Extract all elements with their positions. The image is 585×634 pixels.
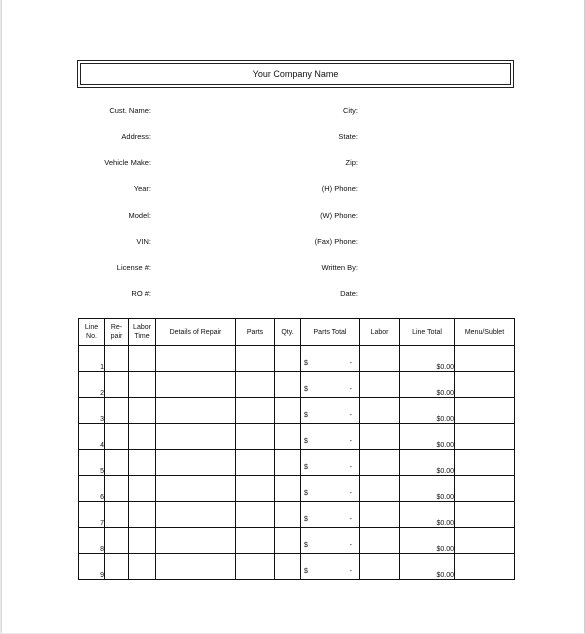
label-year: Year:: [133, 184, 151, 193]
label-date: Date:: [340, 289, 358, 298]
cell-labor-time[interactable]: [129, 450, 156, 476]
cell-labor-time[interactable]: [129, 476, 156, 502]
cell-parts-total: [301, 554, 360, 580]
cell-line-total: $0.00: [400, 398, 455, 424]
cell-parts-total: [301, 502, 360, 528]
cell-parts-total: [301, 476, 360, 502]
parts-total-value: -: [349, 490, 352, 497]
cell-repair[interactable]: [105, 554, 129, 580]
cell-menu-sublet[interactable]: [455, 554, 515, 580]
cell-repair[interactable]: [105, 476, 129, 502]
table-row: [79, 502, 515, 528]
cell-labor-time[interactable]: [129, 502, 156, 528]
label-zip: Zip:: [345, 158, 358, 167]
currency-symbol: $: [304, 412, 308, 419]
parts-total-value: -: [349, 568, 352, 575]
cell-line-total: $0.00: [400, 450, 455, 476]
cell-line-no: 1: [79, 346, 105, 372]
label-state: State:: [338, 132, 358, 141]
cell-line-no: 7: [79, 502, 105, 528]
parts-total-value: -: [349, 360, 352, 367]
header-repair: Re- pair: [105, 319, 129, 346]
cell-details[interactable]: [156, 346, 236, 372]
table-row: [79, 398, 515, 424]
cell-repair[interactable]: [105, 372, 129, 398]
cell-labor[interactable]: [360, 554, 400, 580]
cell-labor-time[interactable]: [129, 346, 156, 372]
cell-qty[interactable]: [275, 346, 301, 372]
label-model: Model:: [128, 211, 151, 220]
table-row: [79, 476, 515, 502]
table-row: [79, 450, 515, 476]
cell-parts-total: [301, 372, 360, 398]
cell-line-total: $0.00: [400, 476, 455, 502]
cell-line-no: 3: [79, 398, 105, 424]
cell-parts[interactable]: [236, 346, 275, 372]
cell-line-no: 5: [79, 450, 105, 476]
cell-line-total: $0.00: [400, 424, 455, 450]
header-parts-total: Parts Total: [301, 319, 360, 346]
cell-labor-time[interactable]: [129, 554, 156, 580]
cell-qty[interactable]: [275, 502, 301, 528]
parts-total-value: -: [349, 516, 352, 523]
cell-qty[interactable]: [275, 554, 301, 580]
repair-table: [78, 318, 515, 580]
cell-labor-time[interactable]: [129, 398, 156, 424]
cell-details[interactable]: [156, 502, 236, 528]
cell-parts[interactable]: [236, 554, 275, 580]
cell-details[interactable]: [156, 554, 236, 580]
cell-details[interactable]: [156, 476, 236, 502]
cell-labor[interactable]: [360, 502, 400, 528]
header-labor-time: Labor Time: [129, 319, 156, 346]
cell-repair[interactable]: [105, 424, 129, 450]
cell-qty[interactable]: [275, 528, 301, 554]
cell-line-no: 9: [79, 554, 105, 580]
cell-labor[interactable]: [360, 398, 400, 424]
cell-repair[interactable]: [105, 450, 129, 476]
cell-parts[interactable]: [236, 398, 275, 424]
cell-repair[interactable]: [105, 528, 129, 554]
cell-parts-total: [301, 346, 360, 372]
table-row: [79, 528, 515, 554]
label-vin: VIN:: [136, 237, 151, 246]
cell-labor[interactable]: [360, 476, 400, 502]
header-parts: Parts: [236, 319, 275, 346]
currency-symbol: $: [304, 568, 308, 575]
table-row: [79, 554, 515, 580]
label-city: City:: [343, 106, 358, 115]
document-page: [1, 0, 585, 633]
parts-total-value: -: [349, 542, 352, 549]
cell-parts[interactable]: [236, 528, 275, 554]
cell-menu-sublet[interactable]: [455, 476, 515, 502]
cell-line-no: 6: [79, 476, 105, 502]
cell-line-total: $0.00: [400, 372, 455, 398]
table-row: [79, 372, 515, 398]
cell-labor-time[interactable]: [129, 528, 156, 554]
table-row: [79, 346, 515, 372]
cell-parts[interactable]: [236, 450, 275, 476]
currency-symbol: $: [304, 386, 308, 393]
parts-total-value: -: [349, 464, 352, 471]
cell-line-total: $0.00: [400, 346, 455, 372]
currency-symbol: $: [304, 542, 308, 549]
cell-labor-time[interactable]: [129, 372, 156, 398]
header-menu-sublet: Menu/Sublet: [455, 319, 515, 346]
cell-labor[interactable]: [360, 372, 400, 398]
cell-labor[interactable]: [360, 528, 400, 554]
cell-qty[interactable]: [275, 450, 301, 476]
cell-labor[interactable]: [360, 346, 400, 372]
cell-menu-sublet[interactable]: [455, 450, 515, 476]
cell-details[interactable]: [156, 450, 236, 476]
company-name-box: [77, 60, 514, 88]
header-line-no: Line No.: [79, 319, 105, 346]
table-row: [79, 424, 515, 450]
cell-menu-sublet[interactable]: [455, 372, 515, 398]
cell-details[interactable]: [156, 528, 236, 554]
company-name: Your Company Name: [80, 63, 511, 85]
cell-line-no: 4: [79, 424, 105, 450]
cell-parts[interactable]: [236, 372, 275, 398]
label-work-phone: (W) Phone:: [320, 211, 358, 220]
cell-menu-sublet[interactable]: [455, 528, 515, 554]
cell-labor-time[interactable]: [129, 424, 156, 450]
label-address: Address:: [121, 132, 151, 141]
cell-line-total: $0.00: [400, 554, 455, 580]
cell-parts[interactable]: [236, 502, 275, 528]
cell-repair[interactable]: [105, 398, 129, 424]
header-qty: Qty.: [275, 319, 301, 346]
parts-total-value: -: [349, 386, 352, 393]
table-header-row: [79, 319, 515, 346]
cell-repair[interactable]: [105, 346, 129, 372]
cell-details[interactable]: [156, 424, 236, 450]
cell-menu-sublet[interactable]: [455, 502, 515, 528]
cell-line-no: 2: [79, 372, 105, 398]
cell-qty[interactable]: [275, 372, 301, 398]
cell-menu-sublet[interactable]: [455, 424, 515, 450]
cell-line-no: 8: [79, 528, 105, 554]
cell-labor[interactable]: [360, 450, 400, 476]
label-cust-name: Cust. Name:: [109, 106, 151, 115]
cell-repair[interactable]: [105, 502, 129, 528]
cell-menu-sublet[interactable]: [455, 346, 515, 372]
header-labor: Labor: [360, 319, 400, 346]
header-details: Details of Repair: [156, 319, 236, 346]
header-line-total: Line Total: [400, 319, 455, 346]
label-ro: RO #:: [131, 289, 151, 298]
cell-parts[interactable]: [236, 424, 275, 450]
label-vehicle-make: Vehicle Make:: [104, 158, 151, 167]
label-fax-phone: (Fax) Phone:: [314, 237, 358, 246]
currency-symbol: $: [304, 464, 308, 471]
cell-qty[interactable]: [275, 476, 301, 502]
cell-parts-total: [301, 528, 360, 554]
cell-line-total: $0.00: [400, 502, 455, 528]
cell-labor[interactable]: [360, 424, 400, 450]
cell-line-total: $0.00: [400, 528, 455, 554]
cell-parts-total: [301, 424, 360, 450]
label-written-by: Written By:: [321, 263, 358, 272]
currency-symbol: $: [304, 438, 308, 445]
label-license: License #:: [116, 263, 151, 272]
currency-symbol: $: [304, 516, 308, 523]
cell-qty[interactable]: [275, 424, 301, 450]
parts-total-value: -: [349, 412, 352, 419]
cell-qty[interactable]: [275, 398, 301, 424]
parts-total-value: -: [349, 438, 352, 445]
cell-parts-total: [301, 450, 360, 476]
cell-details[interactable]: [156, 398, 236, 424]
cell-details[interactable]: [156, 372, 236, 398]
label-home-phone: (H) Phone:: [321, 184, 358, 193]
cell-menu-sublet[interactable]: [455, 398, 515, 424]
cell-parts-total: [301, 398, 360, 424]
currency-symbol: $: [304, 360, 308, 367]
cell-parts[interactable]: [236, 476, 275, 502]
currency-symbol: $: [304, 490, 308, 497]
